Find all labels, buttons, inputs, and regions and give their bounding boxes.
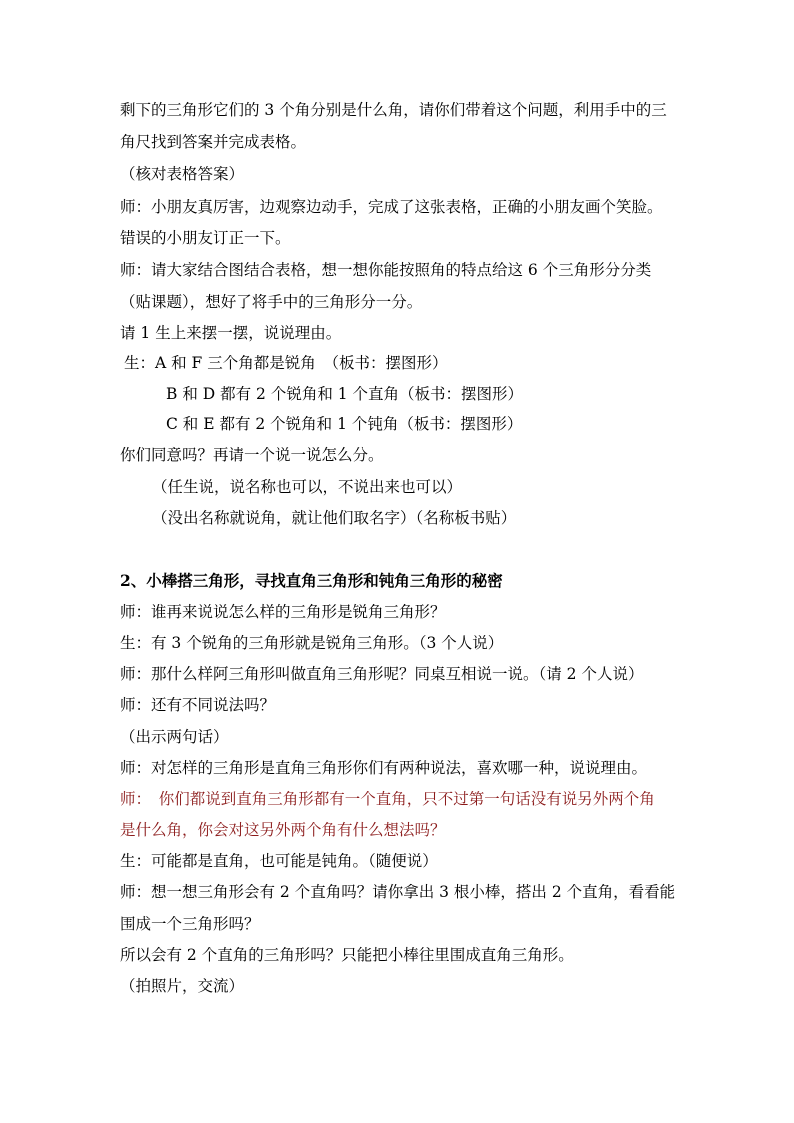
paragraph-line: （没出名称就说角，就让他们取名字）（名称板书贴） <box>152 509 517 527</box>
highlighted-line: 师： 你们都说到直角三角形都有一个直角，只不过第一句话没有说另外两个角 <box>120 790 655 808</box>
paragraph-line: 师：谁再来说说怎么样的三角形是锐角三角形？ <box>120 603 446 621</box>
paragraph-line: 师：请大家结合图结合表格，想一想你能按照角的特点给这 6 个三角形分分类 <box>120 261 652 279</box>
highlighted-line: 是什么角，你会对这另外两个角有什么想法吗？ <box>120 821 446 839</box>
paragraph-line: 师：那什么样阿三角形叫做直角三角形呢？同桌互相说一说。（请 2 个人说） <box>120 665 644 683</box>
paragraph-line: 师：对怎样的三角形是直角三角形你们有两种说法，喜欢哪一种，说说理由。 <box>120 759 648 777</box>
paragraph-line: （贴课题），想好了将手中的三角形分一分。 <box>120 293 423 311</box>
paragraph-line: C 和 E 都有 2 个锐角和 1 个钝角（板书：摆图形） <box>166 415 523 433</box>
paragraph-line: 师：还有不同说法吗？ <box>120 696 276 714</box>
paragraph-line: （出示两句话） <box>120 728 229 746</box>
paragraph-line: （拍照片，交流） <box>120 977 245 995</box>
paragraph-line: 你们同意吗？再请一个说一说怎么分。 <box>120 446 384 464</box>
paragraph-line: 错误的小朋友订正一下。 <box>120 229 291 247</box>
paragraph-line: 围成一个三角形吗？ <box>120 915 260 933</box>
paragraph-line: 剩下的三角形它们的 3 个角分别是什么角，请你们带着这个问题，利用手中的三 <box>120 101 667 119</box>
paragraph-line: 生：有 3 个锐角的三角形就是锐角三角形。（3 个人说） <box>120 634 504 652</box>
paragraph-line: 师：想一想三角形会有 2 个直角吗？请你拿出 3 根小棒，搭出 2 个直角，看看能 <box>120 883 676 901</box>
section-heading: 2、小棒搭三角形，寻找直角三角形和钝角三角形的秘密 <box>120 571 503 590</box>
paragraph-line: 师：小朋友真厉害，边观察边动手，完成了这张表格，正确的小朋友画个笑脸。 <box>120 198 663 216</box>
paragraph-line: 所以会有 2 个直角的三角形吗？只能把小棒往里围成直角三角形。 <box>120 946 574 964</box>
paragraph-line: 请 1 生上来摆一摆，说说理由。 <box>120 324 342 342</box>
paragraph-line: 生：A 和 F 三个角都是锐角 （板书：摆图形） <box>124 354 448 372</box>
paragraph-line: （核对表格答案） <box>120 165 245 183</box>
paragraph-line: （任生说，说名称也可以，不说出来也可以） <box>152 478 463 496</box>
paragraph-line: B 和 D 都有 2 个锐角和 1 个直角（板书：摆图形） <box>166 385 524 403</box>
paragraph-line: 生：可能都是直角，也可能是钝角。（随便说） <box>120 852 438 870</box>
paragraph-line: 角尺找到答案并完成表格。 <box>120 133 307 151</box>
